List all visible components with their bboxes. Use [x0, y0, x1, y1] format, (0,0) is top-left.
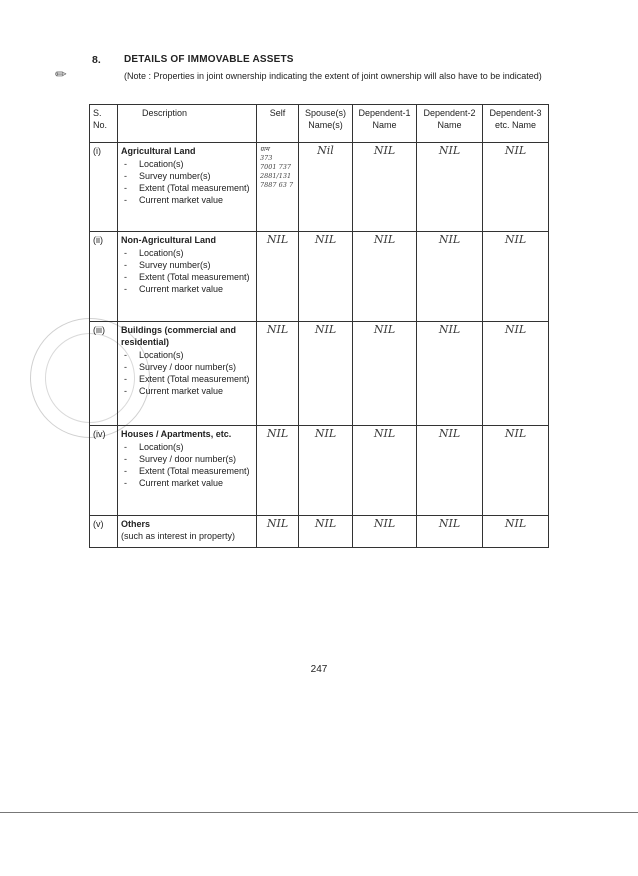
row-category: Non-Agricultural Land: [121, 235, 216, 245]
note-line: 2881/131: [260, 172, 292, 180]
cell-dependent-1: NIL: [353, 516, 417, 548]
list-item: - Current market value: [121, 283, 253, 295]
cell-self: NIL: [257, 232, 299, 322]
list-item: - Survey / door number(s): [121, 453, 253, 465]
cell-dependent-1: NIL: [353, 426, 417, 516]
list-item: - Current market value: [121, 194, 253, 206]
row-sno: (ii): [90, 232, 118, 322]
row-sno: (i): [90, 143, 118, 232]
list-item: - Current market value: [121, 385, 253, 397]
list-item: - Current market value: [121, 477, 253, 489]
row-sno: (iv): [90, 426, 118, 516]
cell-dependent-3: NIL: [483, 143, 549, 232]
cell-dependent-2: NIL: [417, 516, 483, 548]
row-description: [118, 143, 257, 232]
note-line: ग्राम: [260, 145, 270, 153]
list-item: - Extent (Total measurement): [121, 373, 253, 385]
row-sno: (v): [90, 516, 118, 548]
cell-dependent-2: NIL: [417, 322, 483, 426]
cell-dependent-3: NIL: [483, 232, 549, 322]
header-row: [90, 105, 549, 143]
row-items: [121, 349, 253, 397]
section-title: DETAILS OF IMMOVABLE ASSETS: [124, 54, 294, 65]
header-description: Description: [118, 105, 257, 143]
immovable-assets-table: [89, 104, 549, 548]
cell-spouse: Nil: [299, 143, 353, 232]
list-item: - Location(s): [121, 349, 253, 361]
cell-dependent-2: NIL: [417, 232, 483, 322]
row-category: Agricultural Land: [121, 146, 196, 156]
header-sno: S. No.: [90, 105, 118, 143]
row-items: [121, 441, 253, 489]
list-item: - Extent (Total measurement): [121, 271, 253, 283]
row-description: [118, 322, 257, 426]
row-category: Houses / Apartments, etc.: [121, 429, 232, 439]
list-item: - Location(s): [121, 441, 253, 453]
page-number: 247: [310, 664, 328, 675]
cell-dependent-1: NIL: [353, 143, 417, 232]
row-items: [121, 247, 253, 295]
list-item: - Survey / door number(s): [121, 361, 253, 373]
cell-dependent-3: NIL: [483, 322, 549, 426]
cell-dependent-2: NIL: [417, 143, 483, 232]
list-item: - Survey number(s): [121, 170, 253, 182]
row-sno: (iii): [90, 322, 118, 426]
cell-spouse: NIL: [299, 426, 353, 516]
list-item: - Extent (Total measurement): [121, 182, 253, 194]
row-subtext: (such as interest in property): [121, 531, 236, 541]
row-description: [118, 232, 257, 322]
row-category: Others: [121, 519, 151, 529]
cell-self: NIL: [257, 322, 299, 426]
cell-spouse: NIL: [299, 516, 353, 548]
cell-spouse: NIL: [299, 322, 353, 426]
cell-dependent-2: NIL: [417, 426, 483, 516]
header-spouse: Spouse(s) Name(s): [299, 105, 353, 143]
scan-edge-line: [0, 812, 638, 813]
table-row: [90, 143, 549, 232]
cell-dependent-1: NIL: [353, 232, 417, 322]
cell-dependent-3: NIL: [483, 426, 549, 516]
section-number: 8.: [92, 54, 101, 66]
note-line: 7887 63 7: [260, 181, 294, 189]
table-row: [90, 516, 549, 548]
list-item: - Location(s): [121, 247, 253, 259]
row-description: [118, 516, 257, 548]
list-item: - Survey number(s): [121, 259, 253, 271]
self-handwritten-note: [260, 145, 295, 190]
row-category: Buildings (commercial and residential): [121, 325, 237, 347]
note-line: 373: [260, 154, 273, 162]
header-self: Self: [257, 105, 299, 143]
table-row: [90, 426, 549, 516]
section-note: (Note : Properties in joint ownership indicating the extent of joint ownership will also have to be indicated): [124, 71, 542, 81]
header-dependent-3: Dependent-3 etc. Name: [483, 105, 549, 143]
list-item: - Location(s): [121, 158, 253, 170]
row-description: [118, 426, 257, 516]
row-items: [121, 158, 253, 206]
cell-spouse: NIL: [299, 232, 353, 322]
header-dependent-2: Dependent-2 Name: [417, 105, 483, 143]
cell-self: NIL: [257, 426, 299, 516]
cell-dependent-1: NIL: [353, 322, 417, 426]
list-item: - Extent (Total measurement): [121, 465, 253, 477]
table-row: [90, 322, 549, 426]
pencil-mark-icon: ✏: [55, 66, 67, 82]
header-dependent-1: Dependent-1 Name: [353, 105, 417, 143]
cell-self: NIL: [257, 516, 299, 548]
table-row: [90, 232, 549, 322]
note-line: 7001 737: [260, 163, 292, 171]
cell-self: [257, 143, 299, 232]
cell-dependent-3: NIL: [483, 516, 549, 548]
